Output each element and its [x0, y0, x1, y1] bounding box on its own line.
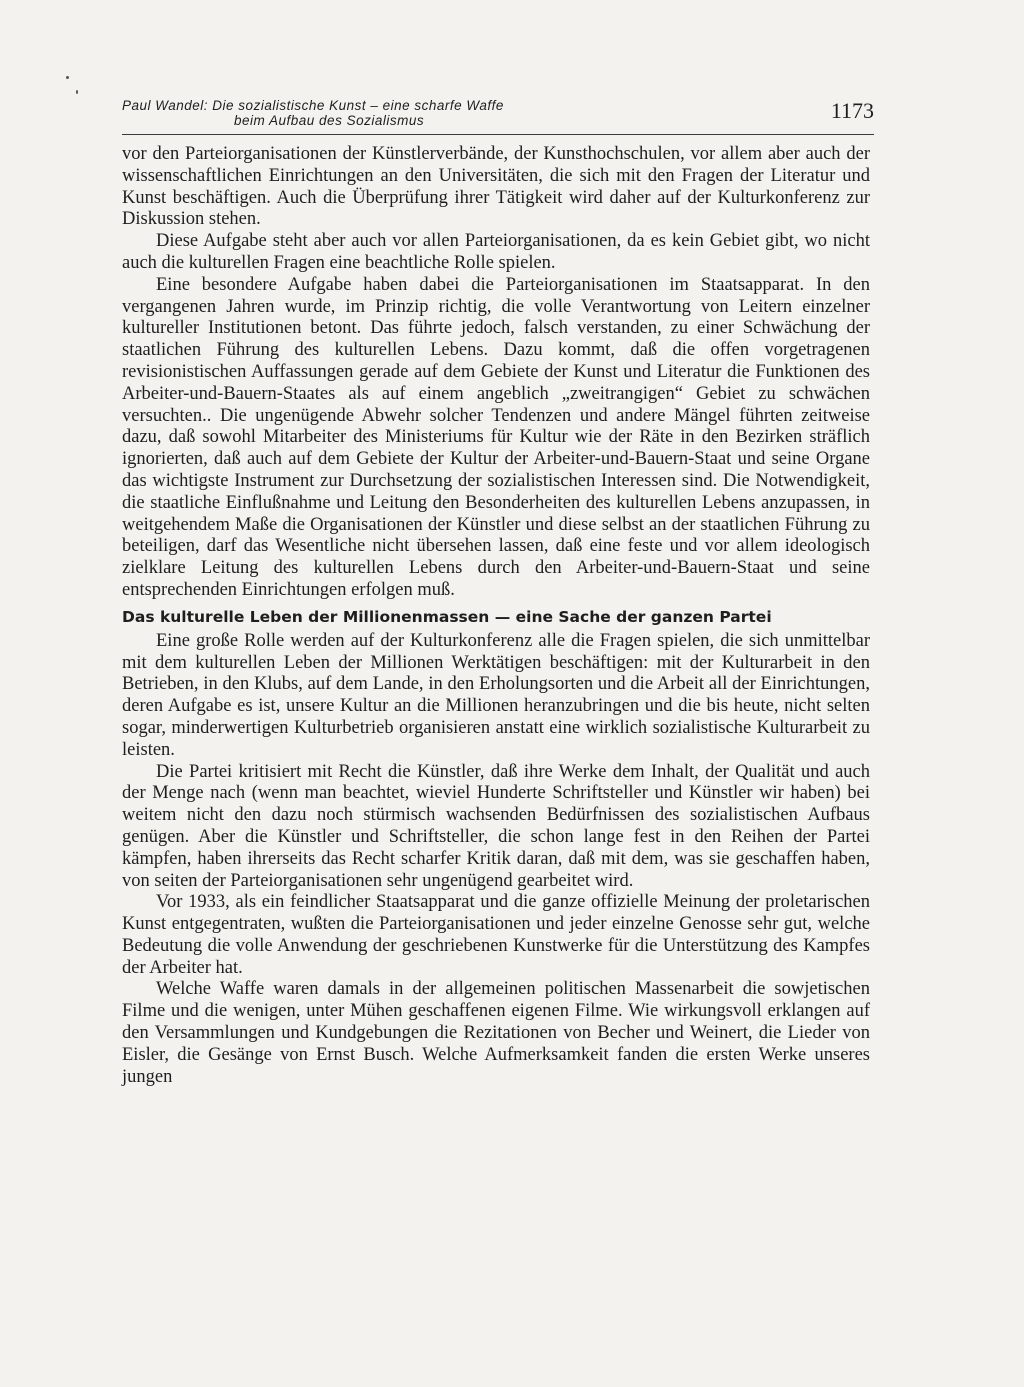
- page-number: 1173: [830, 98, 874, 123]
- section-heading: Das kulturelle Leben der Millionenmassen — eine Sache der ganzen Partei: [122, 607, 772, 626]
- running-head-line1: Paul Wandel: Die sozialistische Kunst – eine scharfe Waffe: [122, 98, 504, 113]
- paragraph: Welche Waffe waren damals in der allgemeinen politischen Massenarbeit die sowjetischen Filme und die wenigen, unter Mühen geschaffenen eigenen Filme. Wie wirkungsvoll erklangen auf den Versammlungen und Kundgebungen die Rezitationen von Becher und Weinert, die Lieder von Eisler, die Gesänge von Ernst Busch. Welche Aufmerksamkeit fanden die ersten Werke unseres jungen: [122, 979, 870, 1087]
- scan-speck: [76, 90, 78, 94]
- running-head: [122, 98, 504, 128]
- page-header: [122, 98, 878, 132]
- running-head-line2: beim Aufbau des Sozialismus: [234, 113, 425, 128]
- paragraph: Vor 1933, als ein feindlicher Staatsapparat und die ganze offizielle Meinung der proletarischen Kunst entgegentraten, wußten die Parteiorganisationen und jeder einzelne Genosse sehr gut, welche Bedeutung die volle Anwendung der geschriebenen Kunstwerke für die Unterstützung des Kampfes der Arbeiter hat.: [122, 892, 870, 978]
- paragraph: Diese Aufgabe steht aber auch vor allen Parteiorganisationen, da es kein Gebiet gibt, wo nicht auch die kulturellen Fragen eine beachtliche Rolle spielen.: [122, 231, 870, 273]
- paragraph: Eine besondere Aufgabe haben dabei die Parteiorganisationen im Staatsapparat. In den vergangenen Jahren wurde, im Prinzip richtig, die volle Verantwortung von Leitern einzelner kultureller Institutionen betont. Das führte jedoch, falsch verstanden, zu einer Schwächung der staatlichen Führung des kulturellen Lebens. Dazu kommt, daß die offen vorgetragenen revisionistischen Auffassungen gerade auf dem Gebiete der Kunst und Literatur die Funktionen des Arbeiter-und-Bauern-Staates als auf einem angeblich „zweitrangigen“ Gebiet zu schwächen versuchten.. Die ungenügende Abwehr solcher Tendenzen und andere Mängel führten zeitweise dazu, daß sowohl Mitarbeiter des Ministeriums für Kultur wie der Räte in den Bezirken sträflich ignorierten, daß auch auf dem Gebiete der Kultur der Arbeiter-und-Bauern-Staat und seine Organe das wichtigste Instrument zur Durchsetzung der sozialistischen Interessen sind. Die Notwendigkeit, die staatliche Einflußnahme und Leitung den Besonderheiten des kulturellen Lebens anzupassen, in weitgehendem Maße die Organisationen der Künstler und diese selbst an der staatlichen Führung zu beteiligen, darf das Wesentliche nicht übersehen lassen, daß eine feste und vor allem ideologisch zielklare Leitung des kulturellen Lebens durch den Arbeiter-und-Bauern-Staat und seine entsprechenden Einrichtungen erfolgen muß.: [122, 274, 870, 600]
- scan-speck: [66, 76, 69, 79]
- paragraph: Eine große Rolle werden auf der Kulturkonferenz alle die Fragen spielen, die sich unmittelbar mit dem kulturellen Leben der Millionen Werktätigen beschäftigen: mit der Kulturarbeit in den Betrieben, in den Klubs, auf dem Lande, in den Erholungsorten und die Arbeit all der Einrichtungen, deren Aufgabe es ist, unsere Kultur an die Millionen heranzubringen und die bis heute, nicht selten sogar, minderwertigen Kulturbetrieb organisieren anstatt eine wirklich sozialistische Kulturarbeit zu leisten.: [122, 630, 870, 760]
- header-rule: [122, 134, 874, 135]
- paragraph: vor den Parteiorganisationen der Künstlerverbände, der Kunsthochschulen, vor allem aber auch der wissenschaftlichen Einrichtungen an den Universitäten, die sich mit den Fragen der Literatur und Kunst beschäftigen. Auch die Überprüfung ihrer Tätigkeit wird daher auf der Kulturkonferenz zur Diskussion stehen.: [122, 144, 870, 230]
- paragraph: Die Partei kritisiert mit Recht die Künstler, daß ihre Werke dem Inhalt, der Qualität und auch der Menge nach (wenn man beachtet, wieviel Hunderte Schriftsteller und Künstler wir haben) bei weitem nicht den dazu noch stürmisch wachsenden Bedürfnissen des sozialistischen Aufbaus genügen. Aber die Künstler und Schriftsteller, die schon lange fest in den Reihen der Partei kämpfen, haben ihrerseits das Recht scharfer Kritik daran, daß mit dem, was sie geschaffen haben, von seiten der Parteiorganisationen sehr ungenügend gearbeitet wird.: [122, 761, 870, 891]
- body-text: [122, 144, 870, 1088]
